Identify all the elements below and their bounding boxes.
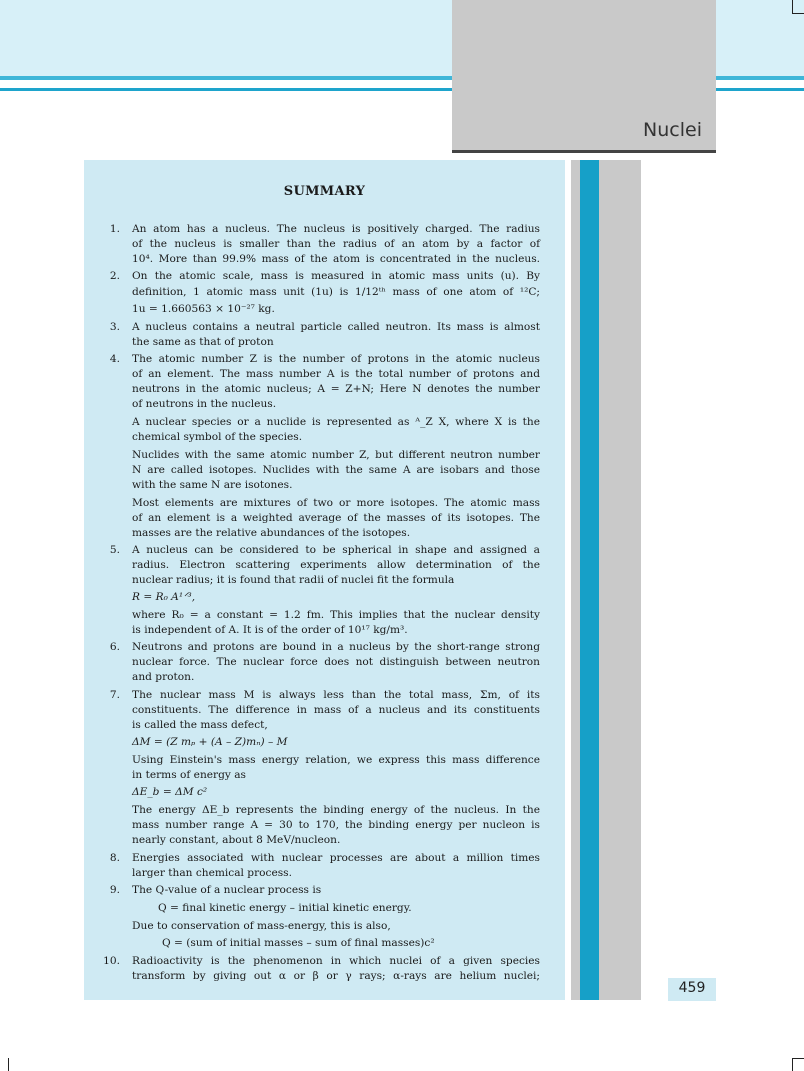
radius-formula: R = R₀ A¹ᐟ³, (132, 591, 196, 603)
summary-line: Using Einstein's mass energy relation, we express this mass difference (132, 754, 540, 766)
summary-line: The nuclear mass M is always less than the total mass, Σm, of its (132, 689, 540, 701)
summary-line: A nuclear species or a nuclide is represented as ᴬ_Z X, where X is the (132, 416, 540, 428)
summary-line: On the atomic scale, mass is measured in atomic mass units (u). By (132, 270, 540, 282)
summary-line: transform by giving out α or β or γ rays; α-rays are helium nuclei; (132, 970, 540, 982)
summary-line: mass number range A = 30 to 170, the binding energy per nucleon is (132, 819, 540, 831)
summary-line: is called the mass defect, (132, 719, 268, 731)
summary-line: An atom has a nucleus. The nucleus is positively charged. The radius (132, 223, 540, 235)
summary-line: A nucleus contains a neutral particle called neutron. Its mass is almost (132, 321, 540, 333)
summary-line: where R₀ = a constant = 1.2 fm. This implies that the nuclear density (132, 609, 540, 621)
summary-line: The energy ΔE_b represents the binding energy of the nucleus. In the (132, 804, 540, 816)
summary-line: of neutrons in the nucleus. (132, 398, 277, 410)
item-number: 2. (109, 270, 120, 282)
item-number: 3. (109, 321, 120, 333)
side-strip-blue (580, 160, 599, 1000)
summary-line: Radioactivity is the phenomenon in which nuclei of a given species (132, 955, 540, 967)
summary-line: neutrons in the atomic nucleus; A = Z+N; Here N denotes the number (132, 383, 540, 395)
chapter-title: Nuclei (643, 119, 702, 141)
summary-line: chemical symbol of the species. (132, 431, 303, 443)
mass-defect-formula: ΔM = (Z mₚ + (A – Z)mₙ) – M (132, 736, 288, 748)
summary-line: Neutrons and protons are bound in a nucleus by the short-range strong (132, 641, 540, 653)
item-number: 10. (103, 955, 120, 967)
summary-line: of the nucleus is smaller than the radius of an atom by a factor of (132, 238, 540, 250)
crop-mark-bottom-left (8, 1058, 9, 1071)
summary-line: 1u = 1.660563 × 10⁻²⁷ kg. (132, 303, 275, 315)
summary-line: is independent of A. It is of the order of 10¹⁷ kg/m³. (132, 624, 408, 636)
item-number: 7. (109, 689, 120, 701)
summary-heading: SUMMARY (283, 184, 366, 199)
item-number: 9. (109, 884, 120, 896)
crop-mark-top-right-v (792, 0, 793, 14)
summary-line: Most elements are mixtures of two or more isotopes. The atomic mass (132, 497, 540, 509)
crop-mark-bottom-right-v (792, 1058, 793, 1071)
binding-energy-formula: ΔE_b = ΔM c² (132, 786, 208, 798)
item-number: 4. (109, 353, 120, 365)
summary-line: radius. Electron scattering experiments allow determination of the (132, 559, 540, 571)
item-number: 1. (109, 223, 120, 235)
summary-line: 10⁴. More than 99.9% mass of the atom is concentrated in the nucleus. (132, 253, 540, 265)
summary-line: Energies associated with nuclear processes are about a million times (132, 852, 540, 864)
summary-line: of an element. The mass number A is the total number of protons and (132, 368, 540, 380)
summary-line: A nucleus can be considered to be spherical in shape and assigned a (132, 544, 540, 556)
summary-line: larger than chemical process. (132, 867, 292, 879)
summary-line: Due to conservation of mass-energy, this is also, (132, 920, 391, 932)
item-number: 8. (109, 852, 120, 864)
summary-line: The Q-value of a nuclear process is (132, 884, 322, 896)
page-number: 459 (678, 980, 706, 996)
crop-mark-bottom-right-h (792, 1058, 804, 1059)
summary-line: Nuclides with the same atomic number Z, but different neutron number (132, 449, 540, 461)
q-mass-formula: Q = (sum of initial masses – sum of final masses)c² (162, 937, 435, 949)
summary-line: constituents. The difference in mass of a nucleus and its constituents (132, 704, 540, 716)
q-value-formula: Q = final kinetic energy – initial kinetic energy. (158, 902, 412, 914)
summary-line: definition, 1 atomic mass unit (1u) is 1/12ᵗʰ mass of one atom of ¹²C; (132, 286, 540, 298)
summary-line: in terms of energy as (132, 769, 246, 781)
summary-line: nearly constant, about 8 MeV/nucleon. (132, 834, 341, 846)
summary-line: nuclear radius; it is found that radii of nuclei fit the formula (132, 574, 455, 586)
summary-line: The atomic number Z is the number of protons in the atomic nucleus (132, 353, 540, 365)
summary-line: with the same N are isotones. (132, 479, 293, 491)
item-number: 5. (109, 544, 120, 556)
summary-line: of an element is a weighted average of the masses of its isotopes. The (132, 512, 540, 524)
item-number: 6. (109, 641, 120, 653)
summary-line: N are called isotopes. Nuclides with the same A are isobars and those (132, 464, 540, 476)
summary-line: nuclear force. The nuclear force does not distinguish between neutron (132, 656, 540, 668)
summary-line: the same as that of proton (132, 336, 274, 348)
summary-line: and proton. (132, 671, 195, 683)
summary-line: masses are the relative abundances of the isotopes. (132, 527, 411, 539)
crop-mark-top-right-h (792, 13, 804, 14)
